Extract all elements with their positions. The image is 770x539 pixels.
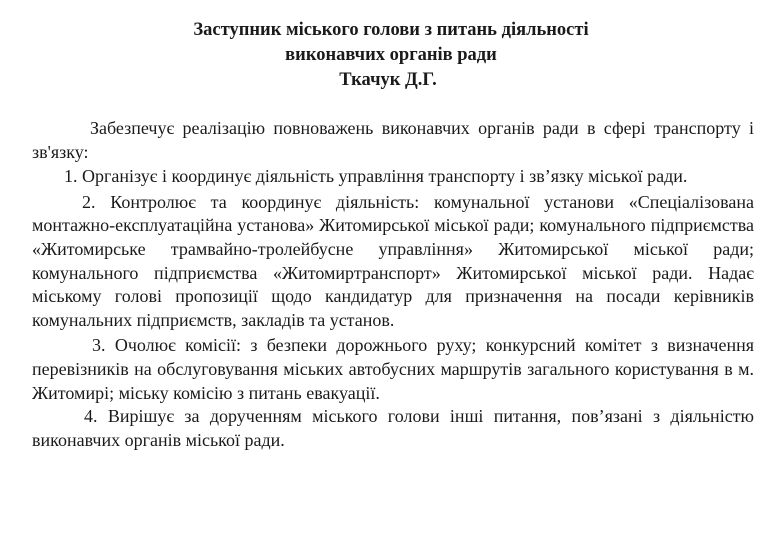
document-body xyxy=(32,117,754,452)
paragraph-item-4: 4. Вирішує за дорученням міського голови інші питання, пов’язані з діяльністю виконавчих органів міської ради. xyxy=(32,406,754,450)
position-title-line-2: виконавчих органів ради xyxy=(285,45,497,65)
paragraph-item-2: 2. Контролює та координує діяльність: комунальної установи «Спеціалізована монтажно-експлуатаційна установа» Житомирської міської ради; комунального підприємства «Житомирське трамвайно-тролейбусне управління» Житомирської міської ради; комунального підприємства «Житомиртранспорт» Житомирської міської ради. Надає міському голові пропозиції щодо кандидатур для призначення на посади керівників комунальних підприємств, закладів та установ. xyxy=(32,191,754,330)
document-header xyxy=(0,18,770,93)
paragraph-item-1: 1. Організує і координує діяльність управління транспорту і зв’язку міської ради. xyxy=(64,166,688,187)
official-name: Ткачук Д.Г. xyxy=(339,70,437,90)
position-title-line-1: Заступник міського голови з питань діяльності xyxy=(193,20,589,40)
paragraph-intro: Забезпечує реалізацію повноважень виконавчих органів ради в сфері транспорту і зв'язку: xyxy=(32,118,754,162)
paragraph-item-3: 3. Очолює комісії: з безпеки дорожнього руху; конкурсний комітет з визначення перевізників на обслуговування міських автобусних маршрутів загального користування в м. Житомирі; міську комісію з питань евакуації. xyxy=(32,335,754,403)
